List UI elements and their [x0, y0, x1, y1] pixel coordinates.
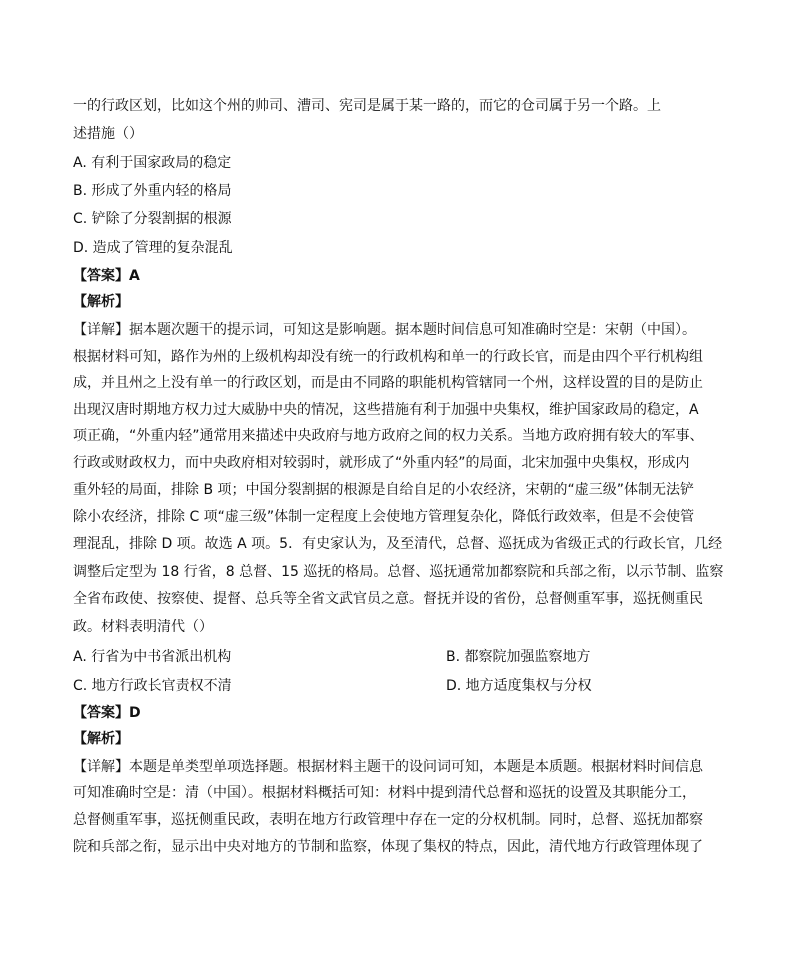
option-c: C. 地方行政长官责权不清 [73, 678, 232, 694]
question-stem-line: 一的行政区划，比如这个州的帅司、漕司、宪司是属于某一路的，而它的仓司属于另一个路。上 [73, 98, 661, 114]
analysis-label: 【解析】 [73, 294, 129, 310]
option-row [73, 676, 723, 696]
detail-line: 调整后定型为 18 行省，8 总督、15 巡抚的格局。总督、巡抚通常加都察院和兵部之衔，以示节制、监察 [73, 564, 723, 580]
option-row [73, 647, 723, 667]
detail-line: 可知准确时空是：清（中国）。根据材料概括可知：材料中提到清代总督和巡抚的设置及其职能分工， [73, 785, 696, 801]
detail-line: 【详解】据本题次题干的提示词，可知这是影响题。据本题时间信息可知准确时空是：宋朝（中国）。 [73, 322, 696, 338]
detail-line: 总督侧重军事，巡抚侧重民政，表明在地方行政管理中存在一定的分权机制。同时，总督、巡抚加都察 [73, 812, 703, 828]
answer-label: 【答案】A [73, 268, 140, 284]
answer-label: 【答案】D [73, 705, 141, 721]
detail-line: 根据材料可知，路作为州的上级机构却没有统一的行政机构和单一的行政长官，而是由四个平行机构组 [73, 349, 703, 365]
option-d: D. 造成了管理的复杂混乱 [73, 240, 233, 256]
detail-line: 全省布政使、按察使、提督、总兵等全省文武官员之意。督抚并设的省份，总督侧重军事，巡抚侧重民 [73, 591, 703, 607]
detail-line: 行政或财政权力，而中央政府相对较弱时，就形成了“外重内轻”的局面，北宋加强中央集权，形成内 [73, 455, 690, 471]
detail-line: 【详解】本题是单类型单项选择题。根据材料主题干的设问词可知，本题是本质题。根据材料时间信息 [73, 759, 703, 775]
detail-line: 院和兵部之衔，显示出中央对地方的节制和监察，体现了集权的特点，因此，清代地方行政管理体现了 [73, 839, 703, 855]
detail-line: 除小农经济，排除 C 项“虚三级”体制一定程度上会使地方管理复杂化，降低行政效率，但是不会使管 [73, 509, 695, 525]
detail-line: 重外轻的局面，排除 B 项；中国分裂割据的根源是自给自足的小农经济，宋朝的“虚三级”体制无法铲 [73, 482, 695, 498]
option-b: B. 都察院加强监察地方 [446, 649, 591, 665]
option-c: C. 铲除了分裂割据的根源 [73, 211, 232, 227]
detail-line: 理混乱，排除 D 项。故选 A 项。5．有史家认为，及至清代，总督、巡抚成为省级正式的行政长官，几经 [73, 536, 723, 552]
analysis-label: 【解析】 [73, 731, 129, 747]
option-a: A. 行省为中书省派出机构 [73, 649, 232, 665]
question-stem-line: 述措施（） [73, 126, 143, 142]
detail-line: 成，并且州之上没有单一的行政区划，而是由不同路的职能机构管辖同一个州，这样设置的目的是防止 [73, 375, 703, 391]
option-b: B. 形成了外重内轻的格局 [73, 183, 232, 199]
detail-line: 项正确，“外重内轻”通常用来描述中央政府与地方政府之间的权力关系。当地方政府拥有较大的军事、 [73, 428, 704, 444]
detail-line: 政。材料表明清代（） [73, 619, 213, 635]
option-a: A. 有利于国家政局的稳定 [73, 155, 232, 171]
option-d: D. 地方适度集权与分权 [446, 678, 592, 694]
detail-line: 出现汉唐时期地方权力过大威胁中央的情况，这些措施有利于加强中央集权，维护国家政局的稳定，A [73, 402, 699, 418]
